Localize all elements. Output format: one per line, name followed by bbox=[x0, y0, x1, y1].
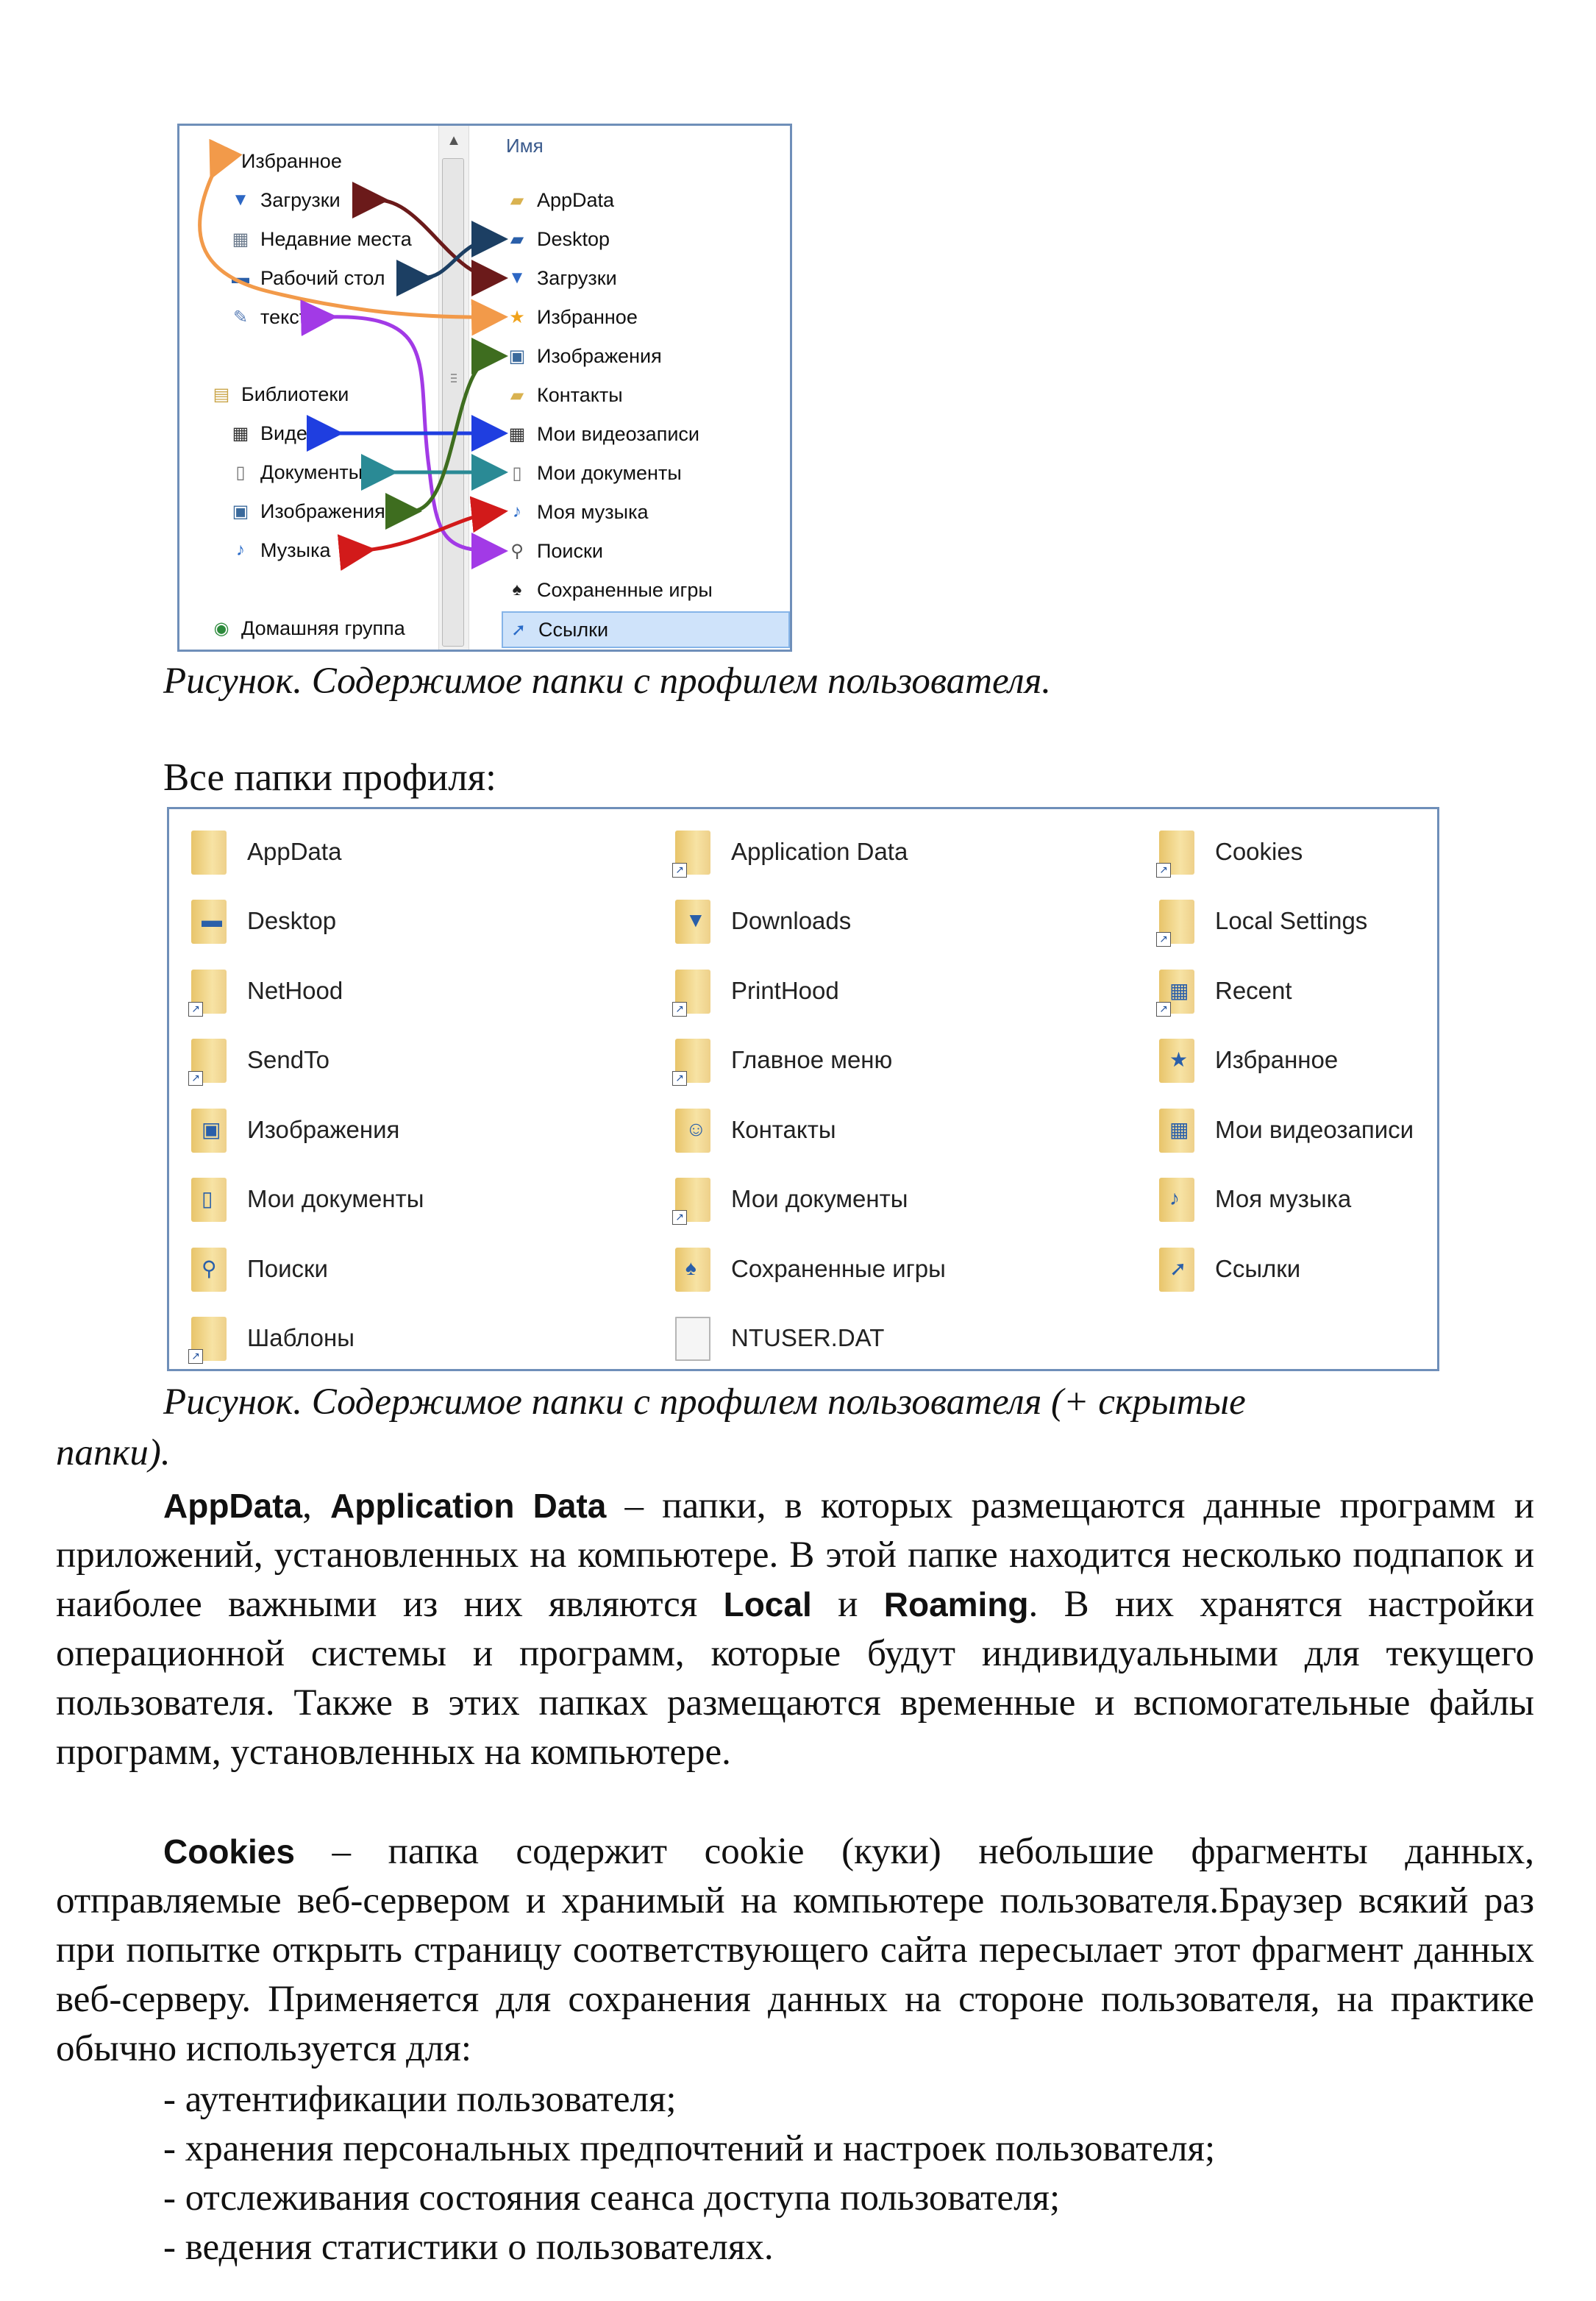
file-item-label: Загрузки bbox=[537, 266, 617, 289]
grid-folder-item[interactable] bbox=[1156, 822, 1303, 881]
grid-folder-item[interactable] bbox=[672, 1240, 946, 1298]
shortcut-arrow-icon: ↗ bbox=[672, 863, 687, 878]
file-item-favorites[interactable] bbox=[506, 302, 638, 332]
folder-icon bbox=[188, 1034, 231, 1086]
documents-folder-icon: ▯ bbox=[512, 463, 522, 483]
nav-item-downloads[interactable] bbox=[229, 185, 341, 215]
folder-icon: ▦ bbox=[1156, 1104, 1199, 1156]
document-icon: ✎ bbox=[232, 307, 249, 327]
grid-folder-item[interactable] bbox=[1156, 1031, 1338, 1089]
grid-folder-item[interactable] bbox=[188, 1170, 424, 1228]
grid-item-label: Контакты bbox=[731, 1116, 836, 1143]
file-item-saved-games[interactable] bbox=[506, 575, 713, 605]
grid-item-label: Мои документы bbox=[731, 1185, 908, 1212]
file-item-label: Изображения bbox=[537, 344, 662, 367]
scroll-up-arrow-icon[interactable]: ▲ bbox=[446, 132, 461, 149]
file-item-label: Поиски bbox=[537, 539, 603, 562]
folder-icon bbox=[672, 1034, 715, 1086]
recent-places-icon: ▦ bbox=[232, 229, 249, 249]
nav-item-label: Документы bbox=[260, 460, 363, 483]
music-icon: ♪ bbox=[236, 540, 245, 560]
folder-icon: ♠ bbox=[672, 1243, 715, 1295]
folder-icon: ▬ bbox=[188, 895, 231, 947]
grid-item-label: Recent bbox=[1215, 977, 1292, 1004]
nav-item-pictures[interactable] bbox=[229, 497, 385, 526]
navigation-pane bbox=[179, 126, 437, 650]
folder-icon: ➚ bbox=[1156, 1243, 1199, 1295]
file-item-desktop[interactable] bbox=[506, 224, 610, 254]
file-item-label: AppData bbox=[537, 188, 615, 211]
grid-folder-item[interactable] bbox=[1156, 1240, 1300, 1298]
video-folder-icon: ▦ bbox=[508, 424, 526, 444]
desktop-folder-icon: ▰ bbox=[510, 229, 524, 249]
shortcut-arrow-icon: ↗ bbox=[1156, 932, 1171, 947]
folder-icon: ⚲ bbox=[188, 1243, 231, 1295]
grid-item-label: Мои документы bbox=[247, 1185, 424, 1212]
grid-folder-item[interactable] bbox=[188, 822, 341, 881]
shortcut-arrow-icon: ↗ bbox=[188, 1002, 203, 1017]
grid-folder-item[interactable] bbox=[1156, 1100, 1414, 1159]
folder-icon: ▦ ↗ bbox=[1156, 965, 1199, 1017]
file-item-pictures[interactable] bbox=[506, 341, 662, 371]
explorer-figure bbox=[177, 124, 792, 652]
folder-icon bbox=[672, 965, 715, 1017]
shortcut-arrow-icon: ↗ bbox=[672, 1002, 687, 1017]
file-item-searches[interactable] bbox=[506, 536, 603, 566]
pictures-icon: ▣ bbox=[232, 501, 249, 522]
grid-folder-item[interactable] bbox=[188, 1100, 399, 1159]
grid-item-label: NTUSER.DAT bbox=[731, 1324, 885, 1351]
folder-icon: ☺ bbox=[672, 1104, 715, 1156]
paragraph-text: – папки, в которых размещаются данные программ и приложений, установленных на компьютере. В этой папке находится несколько подпапок и наиболее важными из них являются bbox=[56, 1485, 1534, 1625]
grid-folder-item[interactable] bbox=[672, 1309, 884, 1368]
grid-folder-item[interactable] bbox=[672, 1170, 908, 1228]
file-item-label: Desktop bbox=[537, 227, 610, 250]
file-list-pane bbox=[469, 126, 790, 650]
grid-item-label: PrintHood bbox=[731, 977, 839, 1004]
nav-item-desktop[interactable] bbox=[229, 263, 385, 293]
file-item-label: Моя музыка bbox=[537, 500, 649, 523]
folder-icon bbox=[672, 826, 715, 878]
saved-games-folder-icon: ♠ bbox=[512, 580, 522, 600]
folder-icon bbox=[1156, 826, 1199, 878]
grid-item-label: Шаблоны bbox=[247, 1324, 355, 1351]
paragraph-cookies bbox=[56, 1827, 1534, 2074]
video-icon: ▦ bbox=[232, 423, 249, 444]
file-item-label: Мои видеозаписи bbox=[537, 422, 699, 445]
term-appdata: AppData bbox=[163, 1487, 303, 1525]
grid-folder-item[interactable] bbox=[672, 961, 839, 1020]
nav-item-favorites[interactable] bbox=[210, 146, 342, 176]
grid-item-label: Ссылки bbox=[1215, 1255, 1301, 1282]
grid-item-label: Избранное bbox=[1215, 1046, 1339, 1073]
nav-item-label: текст bbox=[260, 305, 309, 328]
grid-item-label: Local Settings bbox=[1215, 907, 1368, 934]
grid-item-label: Desktop bbox=[247, 907, 337, 934]
nav-item-label: Загрузки bbox=[260, 188, 341, 211]
grid-folder-item[interactable] bbox=[188, 892, 336, 950]
nav-item-video[interactable] bbox=[229, 419, 318, 448]
term-local: Local bbox=[723, 1585, 812, 1623]
lead-text: Все папки профиля: bbox=[163, 756, 496, 799]
nav-item-text[interactable] bbox=[229, 302, 308, 332]
grid-folder-item[interactable] bbox=[672, 892, 851, 950]
grid-folder-item[interactable] bbox=[672, 1100, 836, 1159]
grid-folder-item[interactable] bbox=[188, 1240, 328, 1298]
file-item-label: Контакты bbox=[537, 383, 623, 406]
nav-item-label: Библиотеки bbox=[241, 383, 349, 405]
folder-icon: ♪ bbox=[1156, 1173, 1199, 1225]
profile-folders-grid bbox=[167, 807, 1439, 1371]
music-folder-icon: ♪ bbox=[513, 502, 521, 522]
figure-caption-2-continued: папки). bbox=[56, 1432, 171, 1473]
grid-folder-item[interactable] bbox=[672, 822, 908, 881]
nav-item-homegroup[interactable] bbox=[210, 614, 405, 643]
documents-icon: ▯ bbox=[235, 462, 246, 483]
desktop-icon: ▬ bbox=[232, 268, 249, 288]
figure-caption-2: Рисунок. Содержимое папки с профилем пользователя (+ скрытые bbox=[163, 1381, 1246, 1423]
grid-folder-item[interactable] bbox=[1156, 1170, 1351, 1228]
grid-folder-item[interactable] bbox=[188, 1031, 329, 1089]
grid-item-label: AppData bbox=[247, 838, 342, 865]
nav-scrollbar[interactable] bbox=[438, 126, 469, 650]
nav-item-label: Домашняя группа bbox=[241, 616, 405, 639]
star-icon: ★ bbox=[213, 151, 229, 171]
paragraph-text: – папка содержит cookie (куки) небольшие фрагменты данных, отправляемые веб-сервером и хранимый на компьютере пользователя.Браузер всякий раз при попытке открыть страницу соответствующего сайта пересылает этот фрагмент данных веб-серверу. Применяется для сохранения данных на стороне пользователя, на практике обычно используется для: bbox=[56, 1831, 1534, 2069]
grid-folder-item[interactable] bbox=[188, 961, 343, 1020]
grid-item-label: Главное меню bbox=[731, 1046, 893, 1073]
contacts-folder-icon: ▰ bbox=[510, 385, 524, 405]
grid-folder-item[interactable] bbox=[1156, 961, 1292, 1020]
list-item: - ведения статистики о пользователях. bbox=[163, 2227, 774, 2268]
shortcut-arrow-icon: ↗ bbox=[672, 1071, 687, 1086]
grid-folder-item[interactable] bbox=[1156, 892, 1367, 950]
column-header-name[interactable]: Имя bbox=[506, 135, 544, 157]
grid-item-label: NetHood bbox=[247, 977, 343, 1004]
shortcut-arrow-icon: ↗ bbox=[1156, 1002, 1171, 1017]
links-folder-icon: ➚ bbox=[510, 619, 527, 640]
list-item: - отслеживания состояния сеанса доступа пользователя; bbox=[163, 2177, 1061, 2219]
grid-item-label: Мои видеозаписи bbox=[1215, 1116, 1414, 1143]
grid-item-label: Моя музыка bbox=[1215, 1185, 1352, 1212]
figure-caption-1: Рисунок. Содержимое папки с профилем пользователя. bbox=[163, 661, 1052, 702]
nav-item-libraries[interactable] bbox=[210, 380, 349, 409]
star-folder-icon: ★ bbox=[509, 307, 525, 327]
file-item-label: Сохраненные игры bbox=[537, 578, 713, 601]
folder-icon: ▯ bbox=[188, 1173, 231, 1225]
file-item-label: Ссылки bbox=[538, 618, 609, 641]
file-item-appdata[interactable] bbox=[506, 185, 614, 215]
file-item-label: Мои документы bbox=[537, 461, 682, 484]
file-item-label: Избранное bbox=[537, 305, 638, 328]
homegroup-icon: ◉ bbox=[213, 618, 229, 639]
folder-icon bbox=[188, 1312, 231, 1364]
file-item-my-documents[interactable] bbox=[506, 458, 682, 488]
nav-item-label: Видео bbox=[260, 422, 318, 444]
folder-icon: ★ bbox=[1156, 1034, 1199, 1086]
grid-item-label: Сохраненные игры bbox=[731, 1255, 946, 1282]
shortcut-arrow-icon: ↗ bbox=[672, 1210, 687, 1225]
grid-item-label: Поиски bbox=[247, 1255, 328, 1282]
file-item-contacts[interactable] bbox=[506, 380, 623, 410]
grid-folder-item[interactable] bbox=[188, 1309, 355, 1368]
term-application-data: Application Data bbox=[330, 1487, 607, 1525]
file-item-my-music[interactable] bbox=[506, 497, 649, 527]
folder-icon bbox=[188, 965, 231, 1017]
file-item-my-videos[interactable] bbox=[506, 419, 699, 449]
nav-item-label: Рабочий стол bbox=[260, 266, 385, 289]
folder-icon bbox=[188, 826, 231, 878]
paragraph-text: . В них хранятся настройки операционной системы и программ, которые будут индивидуальными для текущего пользователя. Также в этих папках размещаются временные и вспомогательные файлы программ, установленных на компьютере. bbox=[56, 1584, 1535, 1773]
grid-item-label: SendTo bbox=[247, 1046, 329, 1073]
libraries-icon: ▤ bbox=[213, 384, 230, 405]
folder-icon bbox=[672, 1173, 715, 1225]
shortcut-arrow-icon: ↗ bbox=[188, 1071, 203, 1086]
grid-folder-item[interactable] bbox=[672, 1031, 892, 1089]
nav-item-label: Недавние места bbox=[260, 227, 412, 250]
term-roaming: Roaming bbox=[883, 1585, 1029, 1623]
list-item: - аутентификации пользователя; bbox=[163, 2079, 677, 2120]
scrollbar-thumb[interactable] bbox=[442, 158, 464, 647]
search-folder-icon: ⚲ bbox=[510, 541, 524, 561]
shortcut-arrow-icon: ↗ bbox=[1156, 863, 1171, 878]
downloads-folder-icon: ▼ bbox=[508, 268, 526, 288]
nav-item-label: Изображения bbox=[260, 499, 385, 522]
folder-icon: ▣ bbox=[188, 1104, 231, 1156]
file-item-downloads[interactable] bbox=[506, 263, 617, 293]
downloads-folder-icon: ▼ bbox=[232, 190, 249, 210]
nav-item-label: Музыка bbox=[260, 538, 331, 561]
paragraph-appdata bbox=[56, 1482, 1534, 1777]
folder-icon bbox=[1156, 895, 1199, 947]
grid-item-label: Cookies bbox=[1215, 838, 1303, 865]
pictures-folder-icon: ▣ bbox=[508, 346, 526, 366]
folder-icon: ▰ bbox=[510, 190, 524, 210]
nav-item-documents[interactable] bbox=[229, 458, 363, 487]
folder-icon: ▼ bbox=[672, 895, 715, 947]
grip-icon bbox=[451, 374, 457, 383]
grid-item-label: Изображения bbox=[247, 1116, 400, 1143]
nav-item-recent-places[interactable] bbox=[229, 224, 412, 254]
file-item-links[interactable] bbox=[502, 611, 790, 648]
term-cookies: Cookies bbox=[163, 1832, 295, 1871]
nav-item-label: Избранное bbox=[241, 149, 342, 172]
separator: , bbox=[302, 1485, 331, 1526]
paragraph-text: и bbox=[811, 1584, 884, 1625]
grid-item-label: Application Data bbox=[731, 838, 908, 865]
file-icon bbox=[672, 1312, 715, 1364]
shortcut-arrow-icon: ↗ bbox=[188, 1349, 203, 1364]
list-item: - хранения персональных предпочтений и настроек пользователя; bbox=[163, 2128, 1216, 2169]
grid-item-label: Downloads bbox=[731, 907, 852, 934]
nav-item-music[interactable] bbox=[229, 536, 331, 565]
